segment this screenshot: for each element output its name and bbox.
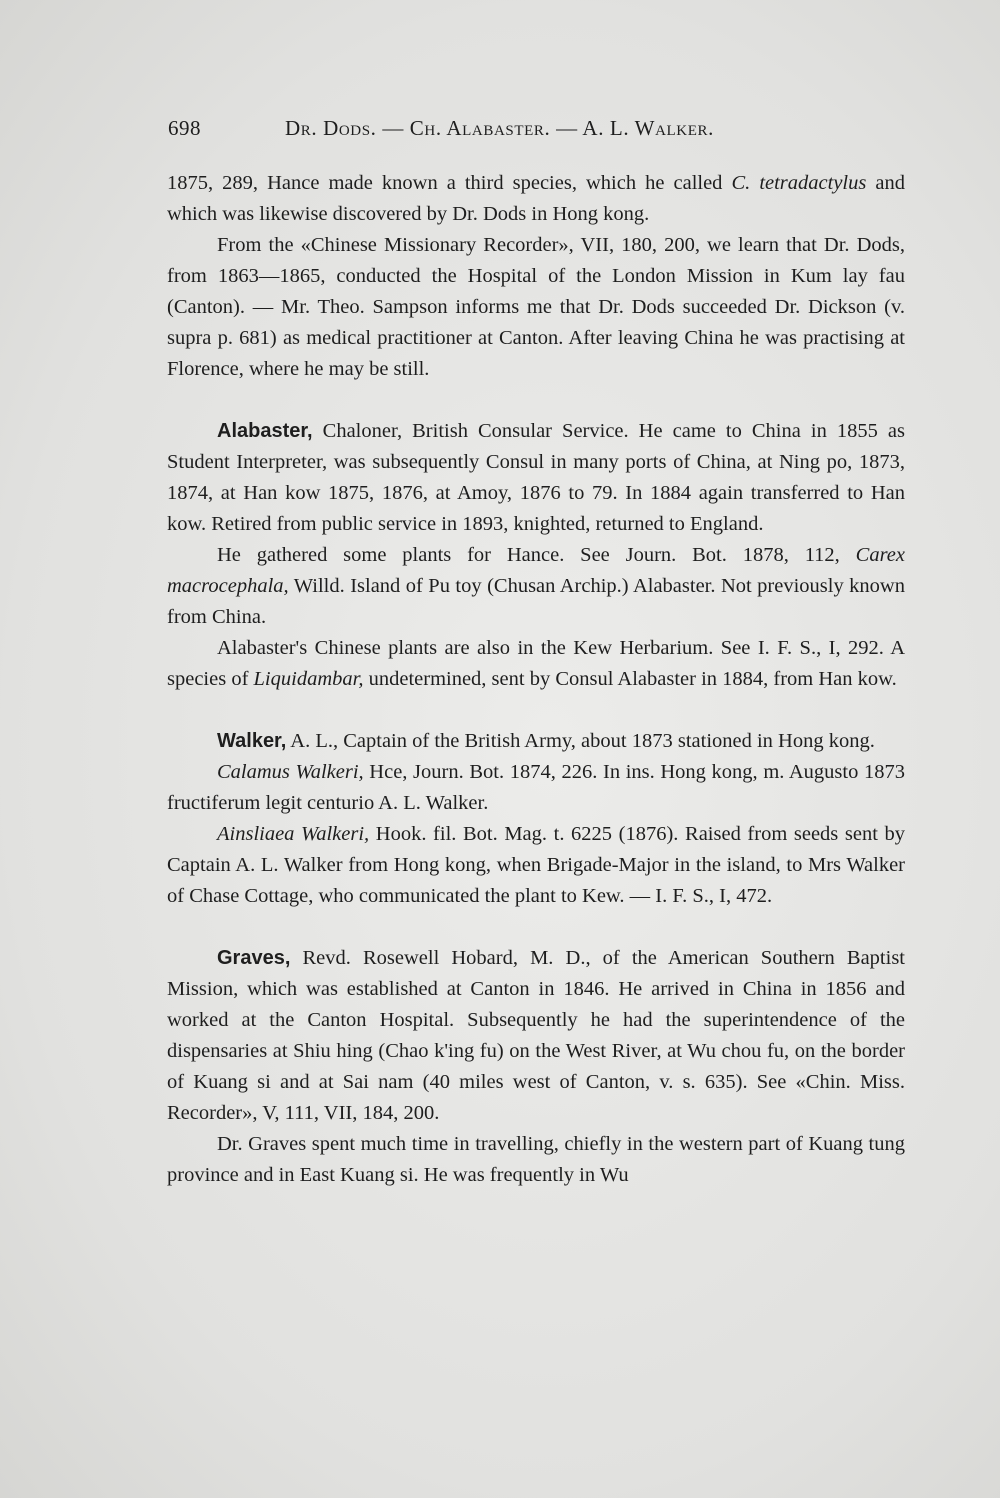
species-name: Ainsliaea Walkeri, (217, 823, 370, 845)
paragraph: Dr. Graves spent much time in travelling, chiefly in the western part of Kuang tung province and in East Kuang si. He was frequently in Wu (167, 1133, 905, 1186)
entry-name: Alabaster, (217, 420, 313, 442)
page-number: 698 (168, 116, 201, 140)
paragraph: From the «Chinese Missionary Recorder», VII, 180, 200, we learn that Dr. Dods, from 1863—1865, conducted the Hospital of the London Mission in Kum lay fau (Canton). — Mr. Theo. Sampson informs me that Dr. Dods succeeded Dr. Dickson (v. supra p. 681) as medical practitioner at Canton. After leaving China he was practising at Florence, where he may be still. (167, 234, 905, 380)
paragraph: He gathered some plants for Hance. See Journ. Bot. 1878, 112, Carex macrocephala, Willd. Island of Pu toy (Chusan Archip.) Alabaster. Not previously known from China. (167, 544, 905, 628)
genus-name: Liquidambar, (253, 668, 364, 690)
paragraph: Graves, Revd. Rosewell Hobard, M. D., of the American Southern Baptist Mission, which was established at Canton in 1846. He arrived in China in 1856 and worked at the Canton Hospital. Subsequently he had the superintendence of the dispensaries at Shiu hing (Chao k'ing fu) on the West River, at Wu chou fu, on the border of Kuang si and at Sai nam (40 miles west of Canton, v. s. 635). See «Chin. Miss. Recorder», V, 111, VII, 184, 200. (167, 947, 905, 1124)
paragraph: Ainsliaea Walkeri, Hook. fil. Bot. Mag. t. 6225 (1876). Raised from seeds sent by Captain A. L. Walker from Hong kong, when Brigade-Major in the island, to Mrs Walker of Chase Cottage, who communicated the plant to Kew. — I. F. S., I, 472. (167, 823, 905, 907)
entry-name: Graves, (217, 947, 291, 969)
species-name: Carex macrocephala, (167, 544, 905, 597)
entry-dods-continued (167, 168, 905, 385)
paragraph: 1875, 289, Hance made known a third species, which he called C. tetradactylus and which was likewise discovered by Dr. Dods in Hong kong. (167, 172, 905, 225)
paragraph: Alabaster's Chinese plants are also in the Kew Herbarium. See I. F. S., I, 292. A species of Liquidambar, undetermined, sent by Consul Alabaster in 1884, from Han kow. (167, 637, 905, 690)
running-title: Dr. Dods. — Ch. Alabaster. — A. L. Walker. (285, 116, 714, 140)
entry-alabaster (167, 416, 905, 695)
species-name: Calamus Walkeri, (217, 761, 364, 783)
entry-name: Walker, (217, 730, 287, 752)
entry-walker (167, 726, 905, 912)
entry-graves (167, 943, 905, 1191)
paragraph: Walker, A. L., Captain of the British Army, about 1873 stationed in Hong kong. (217, 730, 875, 752)
species-name: C. tetradactylus (731, 172, 867, 194)
paragraph: Alabaster, Chaloner, British Consular Service. He came to China in 1855 as Student Interpreter, was subsequently Consul in many ports of China, at Ning po, 1873, 1874, at Han kow 1875, 1876, at Amoy, 1876 to 79. In 1884 again transferred to Han kow. Retired from public service in 1893, knighted, returned to England. (167, 420, 905, 535)
page-body (167, 168, 905, 1191)
paragraph: Calamus Walkeri, Hce, Journ. Bot. 1874, 226. In ins. Hong kong, m. Augusto 1873 fructiferum legit centurio A. L. Walker. (167, 761, 905, 814)
